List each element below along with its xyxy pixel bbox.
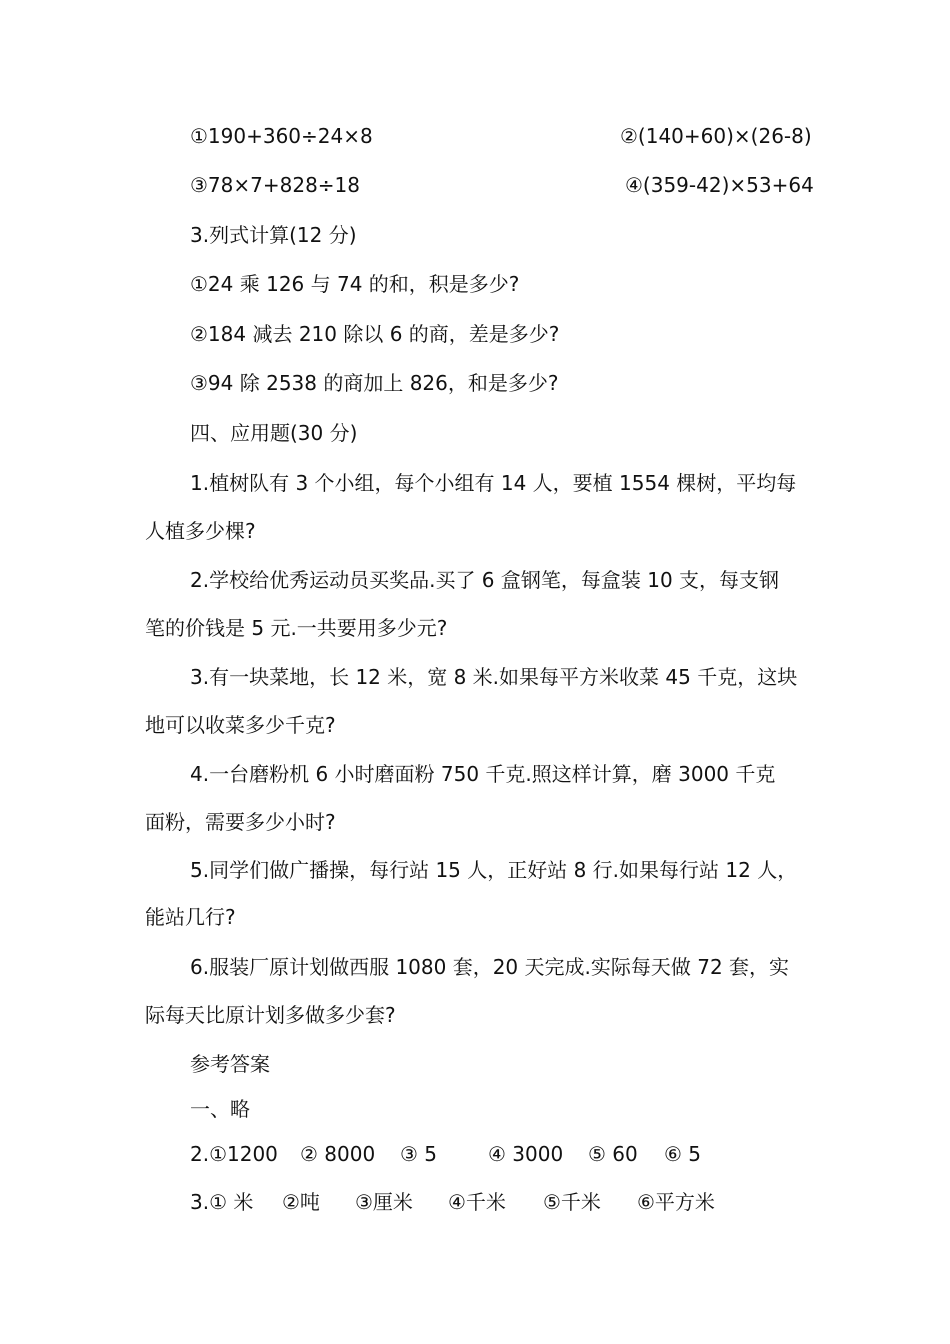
problem-text: 笔的价钱是 5 元.一共要用多少元?	[145, 616, 448, 640]
problem-text: 际每天比原计划多做多少套?	[145, 1003, 396, 1027]
answer-item: ④ 3000	[488, 1142, 564, 1166]
problem-text: 5.同学们做广播操，每行站 15 人，正好站 8 行.如果每行站 12 人，	[190, 858, 798, 882]
answer-item: ②吨	[282, 1190, 320, 1214]
answer-item: ⑤千米	[543, 1190, 601, 1214]
problem-text: 6.服装厂原计划做西服 1080 套，20 天完成.实际每天做 72 套，实	[190, 955, 790, 979]
answer-item: ② 8000	[300, 1142, 376, 1166]
answer-item: 2.①1200	[190, 1142, 278, 1166]
problem-text: 3.有一块菜地，长 12 米，宽 8 米.如果每平方米收菜 45 千克，这块	[190, 665, 798, 689]
answer-item: 3.① 米	[190, 1190, 254, 1214]
calc-expression: ①190+360÷24×8	[190, 124, 373, 148]
answer-item: ⑥ 5	[664, 1142, 702, 1166]
problem-text: 1.植树队有 3 个小组，每个小组有 14 人，要植 1554 棵树，平均每	[190, 471, 797, 495]
section-title: 参考答案	[190, 1052, 270, 1076]
section-title: 四、应用题(30 分)	[190, 421, 358, 445]
problem-text: 能站几行?	[145, 905, 236, 929]
question-text: ②184 减去 210 除以 6 的商，差是多少?	[190, 322, 560, 346]
problem-text: 面粉，需要多少小时?	[145, 810, 336, 834]
answer-text: 一、略	[190, 1097, 250, 1121]
answer-item: ⑤ 60	[588, 1142, 638, 1166]
problem-text: 2.学校给优秀运动员买奖品.买了 6 盒钢笔，每盒装 10 支，每支钢	[190, 568, 780, 592]
answer-item: ④千米	[448, 1190, 506, 1214]
calc-expression: ②(140+60)×(26-8)	[620, 124, 812, 148]
answer-item: ③厘米	[355, 1190, 413, 1214]
question-text: ①24 乘 126 与 74 的和，积是多少?	[190, 272, 520, 296]
calc-expression: ④(359-42)×53+64	[625, 173, 814, 197]
problem-text: 4.一台磨粉机 6 小时磨面粉 750 千克.照这样计算，磨 3000 千克	[190, 762, 776, 786]
answer-item: ③ 5	[400, 1142, 438, 1166]
problem-text: 人植多少棵?	[145, 519, 256, 543]
question-text: ③94 除 2538 的商加上 826，和是多少?	[190, 371, 559, 395]
problem-text: 地可以收菜多少千克?	[145, 713, 336, 737]
answer-item: ⑥平方米	[637, 1190, 715, 1214]
calc-expression: ③78×7+828÷18	[190, 173, 360, 197]
section-title: 3.列式计算(12 分)	[190, 223, 357, 247]
